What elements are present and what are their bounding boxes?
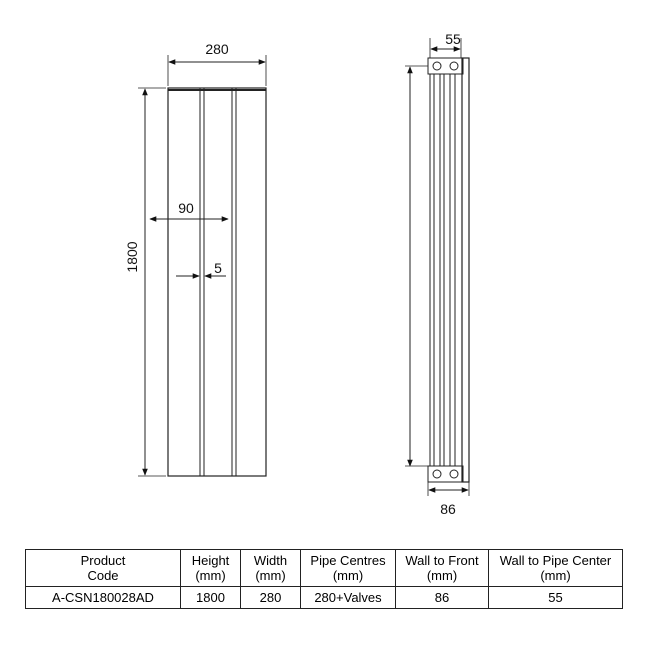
header-pipe-centres: Pipe Centres (mm) (301, 550, 396, 587)
width-label: 280 (205, 41, 229, 57)
cell-wall-to-front: 86 (396, 587, 489, 609)
front-view-outline (168, 88, 266, 476)
side-view (405, 31, 469, 517)
header-width: Width (mm) (241, 550, 301, 587)
side-bottom-label: 86 (440, 501, 456, 517)
header-wall-to-pipe-center: Wall to Pipe Center (mm) (489, 550, 623, 587)
table-row (26, 587, 623, 609)
bottom-bracket-fixing-right (450, 470, 458, 478)
cell-height: 1800 (181, 587, 241, 609)
header-wall-to-front: Wall to Front (mm) (396, 550, 489, 587)
column-width-label: 90 (178, 200, 194, 216)
height-label: 1800 (124, 241, 140, 273)
spec-table (25, 549, 623, 609)
cell-width: 280 (241, 587, 301, 609)
front-view (124, 41, 266, 476)
header-height: Height (mm) (181, 550, 241, 587)
top-bracket-fixing-left (433, 62, 441, 70)
spec-table-header-row (26, 550, 623, 587)
cell-pipe-centres: 280+Valves (301, 587, 396, 609)
cell-wall-to-pipe-center: 55 (489, 587, 623, 609)
side-top-label: 55 (445, 31, 461, 47)
cell-product-code: A-CSN180028AD (26, 587, 181, 609)
top-bracket-fixing-right (450, 62, 458, 70)
header-product-code: Product Code (26, 550, 181, 587)
gap-label: 5 (214, 260, 222, 276)
bottom-bracket-fixing-left (433, 470, 441, 478)
side-front-panel (462, 58, 469, 482)
